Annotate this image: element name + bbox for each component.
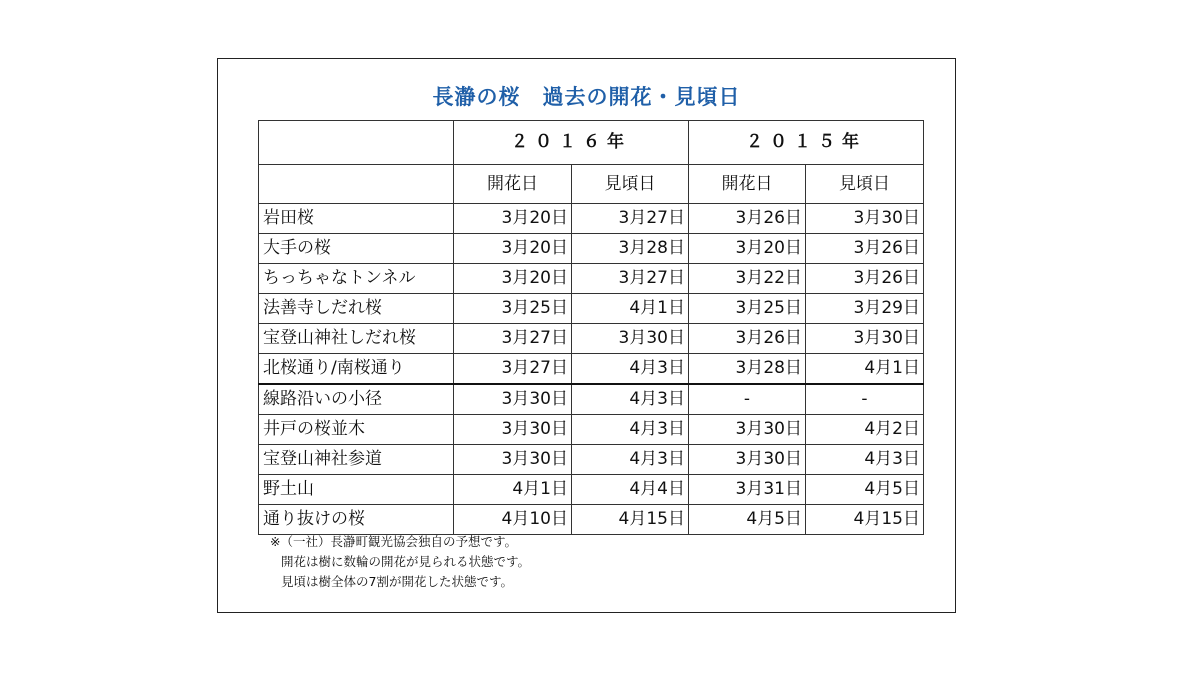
date-cell: 3月27日 <box>572 204 689 234</box>
date-cell: 4月3日 <box>806 445 924 475</box>
col-header-2016-peak: 見頃日 <box>572 165 689 204</box>
date-cell: 3月26日 <box>689 324 806 354</box>
location-name-cell: ちっちゃなトンネル <box>259 264 454 294</box>
table-row <box>259 204 924 234</box>
date-cell: 4月3日 <box>572 354 689 385</box>
col-header-2015-bloom: 開花日 <box>689 165 806 204</box>
date-cell: 3月27日 <box>454 324 572 354</box>
date-cell: 3月30日 <box>454 445 572 475</box>
location-name-cell: 井戸の桜並木 <box>259 415 454 445</box>
table-row <box>259 264 924 294</box>
date-cell: 3月31日 <box>689 475 806 505</box>
date-cell: 3月26日 <box>689 204 806 234</box>
location-name-cell: 通り抜けの桜 <box>259 505 454 535</box>
date-cell: 4月1日 <box>572 294 689 324</box>
date-cell: 3月20日 <box>454 234 572 264</box>
date-cell: 3月20日 <box>689 234 806 264</box>
date-cell: 4月15日 <box>572 505 689 535</box>
year-2015-header: ２０１５年 <box>689 121 924 165</box>
footnotes <box>270 532 530 592</box>
date-cell: - <box>806 384 924 415</box>
location-name-cell: 宝登山神社参道 <box>259 445 454 475</box>
page-title: 長瀞の桜 過去の開花・見頃日 <box>432 85 741 109</box>
location-name-cell: 法善寺しだれ桜 <box>259 294 454 324</box>
date-cell: 4月1日 <box>454 475 572 505</box>
column-header-row <box>259 165 924 204</box>
date-cell: - <box>689 384 806 415</box>
date-cell: 3月25日 <box>689 294 806 324</box>
table-row <box>259 324 924 354</box>
location-name-cell: 野土山 <box>259 475 454 505</box>
date-cell: 3月30日 <box>806 204 924 234</box>
date-cell: 3月26日 <box>806 234 924 264</box>
date-cell: 3月20日 <box>454 264 572 294</box>
location-name-cell: 宝登山神社しだれ桜 <box>259 324 454 354</box>
document-frame <box>217 58 956 613</box>
corner-cell <box>259 165 454 204</box>
table-row <box>259 505 924 535</box>
date-cell: 4月5日 <box>806 475 924 505</box>
date-cell: 3月27日 <box>572 264 689 294</box>
footnote-peak-definition: 見頃は樹全体の7割が開花した状態です。 <box>281 574 513 589</box>
date-cell: 4月3日 <box>572 445 689 475</box>
footnote-source: ※（一社）長瀞町観光協会独自の予想です。 <box>270 534 517 549</box>
table-row <box>259 294 924 324</box>
sakura-dates-table <box>258 120 924 535</box>
year-header-row <box>259 121 924 165</box>
year-2016-header: ２０１６年 <box>454 121 689 165</box>
date-cell: 4月3日 <box>572 415 689 445</box>
date-cell: 3月20日 <box>454 204 572 234</box>
date-cell: 4月10日 <box>454 505 572 535</box>
date-cell: 3月30日 <box>689 415 806 445</box>
date-cell: 3月27日 <box>454 354 572 385</box>
date-cell: 4月3日 <box>572 384 689 415</box>
date-cell: 3月30日 <box>454 384 572 415</box>
location-name-cell: 岩田桜 <box>259 204 454 234</box>
date-cell: 3月28日 <box>689 354 806 385</box>
date-cell: 3月28日 <box>572 234 689 264</box>
location-name-cell: 北桜通り/南桜通り <box>259 354 454 385</box>
table-row <box>259 475 924 505</box>
date-cell: 3月29日 <box>806 294 924 324</box>
location-name-cell: 線路沿いの小径 <box>259 384 454 415</box>
date-cell: 3月22日 <box>689 264 806 294</box>
date-cell: 4月5日 <box>689 505 806 535</box>
footnote-bloom-definition: 開花は樹に数輪の開花が見られる状態です。 <box>281 554 531 569</box>
date-cell: 3月30日 <box>689 445 806 475</box>
col-header-2016-bloom: 開花日 <box>454 165 572 204</box>
date-cell: 3月30日 <box>454 415 572 445</box>
corner-cell <box>259 121 454 165</box>
date-cell: 4月15日 <box>806 505 924 535</box>
date-cell: 4月4日 <box>572 475 689 505</box>
date-cell: 3月30日 <box>806 324 924 354</box>
location-name-cell: 大手の桜 <box>259 234 454 264</box>
table-row <box>259 445 924 475</box>
date-cell: 3月25日 <box>454 294 572 324</box>
table-row <box>259 234 924 264</box>
table-row <box>259 384 924 415</box>
table-row <box>259 415 924 445</box>
col-header-2015-peak: 見頃日 <box>806 165 924 204</box>
table-row <box>259 354 924 385</box>
date-cell: 3月26日 <box>806 264 924 294</box>
date-cell: 4月2日 <box>806 415 924 445</box>
date-cell: 3月30日 <box>572 324 689 354</box>
date-cell: 4月1日 <box>806 354 924 385</box>
